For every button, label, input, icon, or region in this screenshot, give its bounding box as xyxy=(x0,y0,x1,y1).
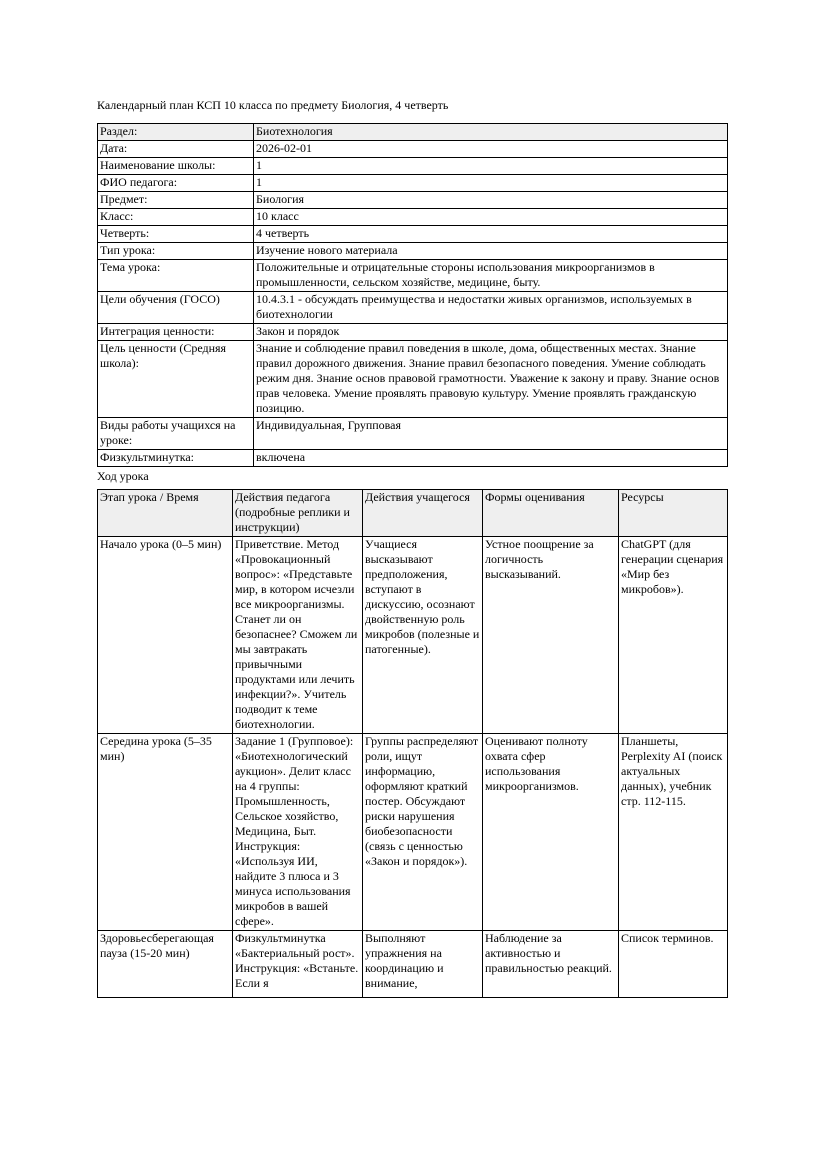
lesson-info-table xyxy=(97,123,728,467)
info-label-cell: Дата: xyxy=(98,141,254,158)
resources-cell: Планшеты, Perplexity AI (поиск актуальных данных), учебник стр. 112-115. xyxy=(619,734,728,931)
stage-cell: Середина урока (5–35 мин) xyxy=(98,734,233,931)
info-label-cell: Тема урока: xyxy=(98,260,254,292)
info-label-cell: Интеграция ценности: xyxy=(98,324,254,341)
info-value-cell: Закон и порядок xyxy=(254,324,728,341)
flow-row xyxy=(98,734,728,931)
info-row xyxy=(98,450,728,467)
assessment-cell: Устное поощрение за логичность высказываний. xyxy=(483,537,619,734)
document-page xyxy=(97,98,727,998)
info-label-cell: Предмет: xyxy=(98,192,254,209)
page-title: Календарный план КСП 10 класса по предмету Биология, 4 четверть xyxy=(97,98,449,112)
column-header-stage: Этап урока / Время xyxy=(98,490,233,537)
flow-row xyxy=(98,537,728,734)
stage-cell: Начало урока (0–5 мин) xyxy=(98,537,233,734)
info-row xyxy=(98,141,728,158)
info-row xyxy=(98,418,728,450)
clipped-cell-text: Выполняют упражнения на координацию и внимание, xyxy=(365,931,444,990)
info-row xyxy=(98,292,728,324)
teacher-actions-cell: Задание 1 (Групповое): «Биотехнологический аукцион». Делит класс на 4 группы: Промышленность, Сельское хозяйство, Медицина, Быт. Инструкция: «Используя ИИ, найдите 3 плюса и 3 минуса использования микробов в вашей сфере». xyxy=(233,734,363,931)
info-row xyxy=(98,324,728,341)
clipped-cell-text: Здоровьесберегающая пауза (15-20 мин) xyxy=(100,931,214,960)
student-actions-cell: Учащиеся высказывают предположения, вступают в дискуссию, осознают двойственную роль микробов (полезные и патогенные). xyxy=(363,537,483,734)
info-value-cell: Изучение нового материала xyxy=(254,243,728,260)
resources-cell: ChatGPT (для генерации сценария «Мир без микробов»). xyxy=(619,537,728,734)
info-value-cell: 1 xyxy=(254,158,728,175)
info-value-cell: 4 четверть xyxy=(254,226,728,243)
info-label-cell: Виды работы учащихся на уроке: xyxy=(98,418,254,450)
info-row xyxy=(98,192,728,209)
flow-section-label: Ход урока xyxy=(97,469,149,483)
info-label-cell: Цель ценности (Средняя школа): xyxy=(98,341,254,418)
clipped-cell-text: Список терминов. xyxy=(621,931,714,945)
info-row xyxy=(98,243,728,260)
lesson-flow-table xyxy=(97,489,728,998)
column-header-assessment: Формы оценивания xyxy=(483,490,619,537)
info-label-cell: Четверть: xyxy=(98,226,254,243)
stage-cell xyxy=(98,931,233,998)
teacher-actions-cell xyxy=(233,931,363,998)
info-row xyxy=(98,175,728,192)
info-row xyxy=(98,209,728,226)
info-row xyxy=(98,260,728,292)
clipped-cell-text: Физкультминутка «Бактериальный рост». Инструкция: «Встаньте. Если я xyxy=(235,931,359,990)
info-label-cell: Класс: xyxy=(98,209,254,226)
info-value-cell: Положительные и отрицательные стороны использования микроорганизмов в промышленности, сельском хозяйстве, медицине, быту. xyxy=(254,260,728,292)
flow-row xyxy=(98,931,728,998)
info-value-cell: 1 xyxy=(254,175,728,192)
info-label-cell: Физкультминутка: xyxy=(98,450,254,467)
info-value-cell: Биотехнология xyxy=(254,124,728,141)
student-actions-cell xyxy=(363,931,483,998)
info-value-cell: Индивидуальная, Групповая xyxy=(254,418,728,450)
info-label-cell: ФИО педагога: xyxy=(98,175,254,192)
info-row xyxy=(98,226,728,243)
resources-cell xyxy=(619,931,728,998)
column-header-student-actions: Действия учащегося xyxy=(363,490,483,537)
info-value-cell: 10.4.3.1 - обсуждать преимущества и недостатки живых организмов, используемых в биотехнологии xyxy=(254,292,728,324)
info-label-cell: Наименование школы: xyxy=(98,158,254,175)
info-row xyxy=(98,158,728,175)
column-header-resources: Ресурсы xyxy=(619,490,728,537)
assessment-cell xyxy=(483,931,619,998)
student-actions-cell: Группы распределяют роли, ищут информацию, оформляют краткий постер. Обсуждают риски нарушения биобезопасности (связь с ценностью «Закон и порядок»). xyxy=(363,734,483,931)
info-label-cell: Цели обучения (ГОСО) xyxy=(98,292,254,324)
teacher-actions-cell: Приветствие. Метод «Провокационный вопрос»: «Представьте мир, в котором исчезли все микроорганизмы. Станет ли он безопаснее? Сможем ли мы завтракать привычными продуктами или лечить инфекции?». Учитель подводит к теме биотехнологии. xyxy=(233,537,363,734)
flow-header-row xyxy=(98,490,728,537)
info-row xyxy=(98,124,728,141)
info-label-cell: Раздел: xyxy=(98,124,254,141)
info-value-cell: Биология xyxy=(254,192,728,209)
clipped-cell-text: Наблюдение за активностью и правильностью реакций. xyxy=(485,931,612,975)
column-header-teacher-actions: Действия педагога (подробные реплики и инструкции) xyxy=(233,490,363,537)
info-value-cell: 2026-02-01 xyxy=(254,141,728,158)
info-value-cell: Знание и соблюдение правил поведения в школе, дома, общественных местах. Знание правил дорожного движения. Знание правил безопасного поведения. Умение соблюдать режим дня. Знание основ правовой грамотности. Уважение к закону и праву. Знание основ прав человека. Умение проявлять правовую культуру. Умение проявлять гражданскую позицию. xyxy=(254,341,728,418)
info-value-cell: 10 класс xyxy=(254,209,728,226)
info-label-cell: Тип урока: xyxy=(98,243,254,260)
info-value-cell: включена xyxy=(254,450,728,467)
info-row xyxy=(98,341,728,418)
assessment-cell: Оценивают полноту охвата сфер использования микроорганизмов. xyxy=(483,734,619,931)
